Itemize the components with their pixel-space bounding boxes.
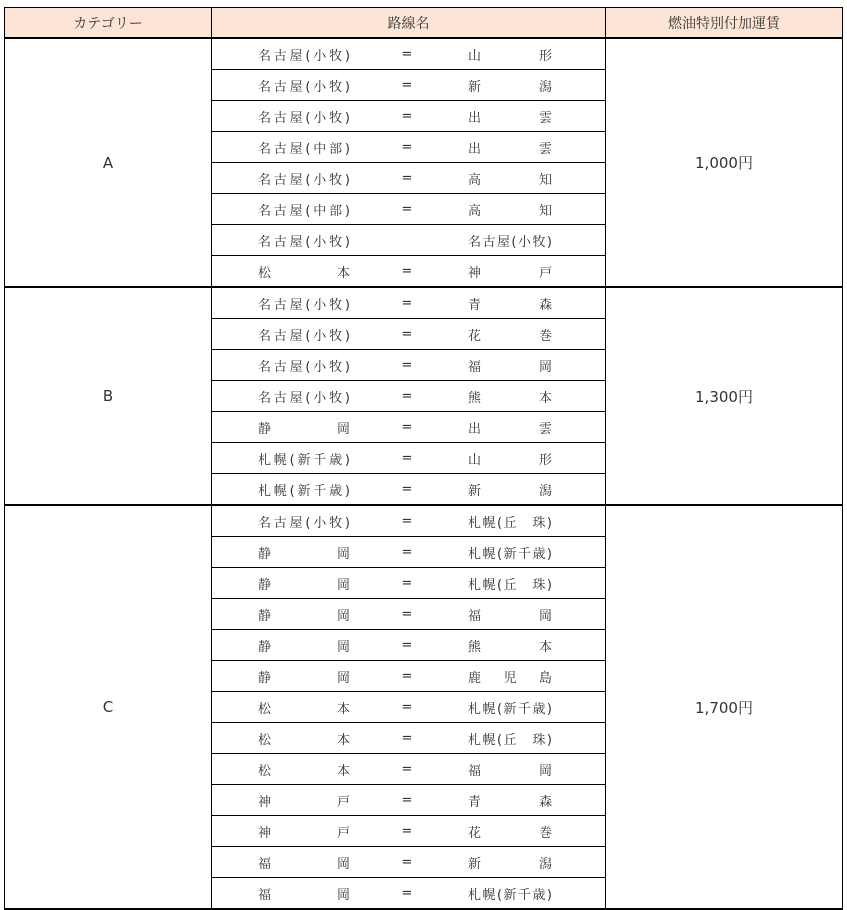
route-cell [212,474,606,506]
route-cell [212,443,606,474]
route-destination [452,262,552,281]
origin-label: 静 岡 [258,670,350,686]
route [212,599,605,629]
fuel-surcharge-table [4,7,843,910]
destination-label: 出 雲 [468,110,552,126]
origin-label: 福 岡 [258,856,350,872]
route-destination [452,822,552,841]
route-destination [452,356,552,375]
route-separator: = [401,170,413,186]
header-fare: 燃油特別付加運賃 [606,8,843,39]
route [212,443,605,473]
route-origin [212,169,362,188]
fare-cell: 1,300円 [606,287,843,505]
route-destination [452,729,552,748]
route-destination [452,667,552,686]
route-cell [212,256,606,288]
route [212,132,605,162]
destination-label: 山 形 [468,452,552,468]
route [212,412,605,442]
route-destination [452,791,552,810]
table-row [5,505,843,537]
route-origin [212,822,362,841]
origin-label: 静 岡 [258,421,350,437]
origin-label: 名古屋(小牧) [258,110,350,126]
route-destination [452,294,552,313]
route-separator: = [401,668,413,684]
route-cell [212,350,606,381]
route [212,163,605,193]
header-category: カテゴリー [5,8,212,39]
route-destination [452,480,552,499]
route-cell [212,132,606,163]
header-row [5,8,843,39]
route-separator: = [401,544,413,560]
route-separator: = [401,699,413,715]
destination-label: 青 森 [468,297,552,313]
route-cell [212,101,606,132]
route-origin [212,667,362,686]
origin-label: 静 岡 [258,608,350,624]
destination-label: 札幌(新千歳) [468,546,552,562]
route-cell [212,630,606,661]
route [212,39,605,69]
route [212,754,605,784]
route-cell [212,785,606,816]
destination-label: 花 巻 [468,328,552,344]
route-cell [212,412,606,443]
route-origin [212,200,362,219]
route-separator: = [401,481,413,497]
route-destination [452,138,552,157]
route-separator: = [401,419,413,435]
route-origin [212,387,362,406]
route [212,506,605,536]
route-cell [212,225,606,256]
route-separator: = [401,108,413,124]
route-origin [212,698,362,717]
destination-label: 山 形 [468,48,552,64]
route [212,878,605,908]
route-cell [212,816,606,847]
origin-label: 松 本 [258,701,350,717]
destination-label: 新 潟 [468,79,552,95]
origin-label: 福 岡 [258,887,350,903]
route-destination [452,449,552,468]
route-cell [212,692,606,723]
route-cell [212,847,606,878]
table-row [5,38,843,70]
route-origin [212,760,362,779]
route-origin [212,107,362,126]
route-origin [212,636,362,655]
route-cell [212,70,606,101]
route-separator: = [401,730,413,746]
route-origin [212,605,362,624]
route-separator: = [401,885,413,901]
destination-label: 熊 本 [468,390,552,406]
route-origin [212,262,362,281]
route-origin [212,231,362,250]
route-origin [212,325,362,344]
route-origin [212,138,362,157]
route-separator: = [401,854,413,870]
route-separator: = [401,513,413,529]
route-cell [212,754,606,785]
route-separator: = [401,792,413,808]
header-route: 路線名 [212,8,606,39]
route [212,785,605,815]
route-destination [452,325,552,344]
destination-label: 出 雲 [468,421,552,437]
route-origin [212,76,362,95]
route-destination [452,76,552,95]
group-b [5,287,843,505]
origin-label: 名古屋(小牧) [258,79,350,95]
route-cell [212,723,606,754]
route-destination [452,884,552,903]
route [212,692,605,722]
route [212,723,605,753]
route-origin [212,45,362,64]
route-destination [452,574,552,593]
route-origin [212,418,362,437]
origin-label: 神 戸 [258,794,350,810]
destination-label: 札幌(丘 珠) [468,577,552,593]
origin-label: 札幌(新千歳) [258,483,350,499]
route [212,630,605,660]
group-a [5,38,843,287]
route-destination [452,231,552,250]
origin-label: 名古屋(小牧) [258,297,350,313]
route-separator: = [401,201,413,217]
fare-cell: 1,000円 [606,38,843,287]
route-destination [452,605,552,624]
route [212,256,605,286]
origin-label: 札幌(新千歳) [258,452,350,468]
destination-label: 札幌(丘 珠) [468,732,552,748]
route-cell [212,194,606,225]
origin-label: 名古屋(中部) [258,203,350,219]
route-destination [452,387,552,406]
route-origin [212,729,362,748]
route-destination [452,543,552,562]
table-row [5,287,843,319]
destination-label: 新 潟 [468,483,552,499]
destination-label: 花 巻 [468,825,552,841]
route-destination [452,698,552,717]
route-separator: = [401,450,413,466]
origin-label: 松 本 [258,763,350,779]
route [212,194,605,224]
route [212,350,605,380]
destination-label: 鹿 児 島 [468,670,552,686]
route [212,70,605,100]
route [212,101,605,131]
route-cell [212,568,606,599]
route-separator: = [401,823,413,839]
route-origin [212,791,362,810]
route-cell [212,163,606,194]
route [212,537,605,567]
route-origin [212,294,362,313]
route-separator: = [401,357,413,373]
origin-label: 松 本 [258,732,350,748]
destination-label: 福 岡 [468,608,552,624]
route-separator: = [401,606,413,622]
route-destination [452,107,552,126]
destination-label: 神 戸 [468,265,552,281]
route-separator: = [401,295,413,311]
destination-label: 出 雲 [468,141,552,157]
route-cell [212,287,606,319]
route-destination [452,636,552,655]
route-separator: = [401,575,413,591]
route-cell [212,878,606,910]
destination-label: 札幌(丘 珠) [468,515,552,531]
origin-label: 松 本 [258,265,350,281]
origin-label: 名古屋(小牧) [258,359,350,375]
destination-label: 札幌(新千歳) [468,701,552,717]
origin-label: 静 岡 [258,577,350,593]
route [212,661,605,691]
route-cell [212,381,606,412]
destination-label: 熊 本 [468,639,552,655]
destination-label: 高 知 [468,172,552,188]
route [212,319,605,349]
destination-label: 青 森 [468,794,552,810]
route-cell [212,505,606,537]
route-origin [212,574,362,593]
category-cell: A [5,38,212,287]
route-cell [212,38,606,70]
route-cell [212,599,606,630]
route-destination [452,45,552,64]
origin-label: 名古屋(小牧) [258,390,350,406]
route-separator: = [401,263,413,279]
route-separator: = [401,46,413,62]
origin-label: 静 岡 [258,639,350,655]
destination-label: 札幌(新千歳) [468,887,552,903]
route [212,288,605,318]
destination-label: 新 潟 [468,856,552,872]
route [212,474,605,504]
route-origin [212,543,362,562]
origin-label: 名古屋(中部) [258,141,350,157]
route-separator: = [401,139,413,155]
category-cell: C [5,505,212,909]
fare-cell: 1,700円 [606,505,843,909]
route-destination [452,760,552,779]
route-separator: = [401,77,413,93]
route [212,816,605,846]
destination-label: 福 岡 [468,359,552,375]
route-cell [212,661,606,692]
group-c [5,505,843,909]
destination-label: 名古屋(小牧) [468,234,552,250]
route-cell [212,537,606,568]
route-separator: = [401,326,413,342]
route [212,568,605,598]
route-origin [212,853,362,872]
route-origin [212,512,362,531]
origin-label: 名古屋(小牧) [258,172,350,188]
route-destination [452,853,552,872]
route-origin [212,884,362,903]
route [212,225,605,255]
route [212,381,605,411]
destination-label: 福 岡 [468,763,552,779]
origin-label: 名古屋(小牧) [258,515,350,531]
route-origin [212,480,362,499]
route [212,847,605,877]
origin-label: 名古屋(小牧) [258,48,350,64]
route-separator: = [401,637,413,653]
route-destination [452,169,552,188]
route-destination [452,200,552,219]
origin-label: 神 戸 [258,825,350,841]
route-separator: = [401,388,413,404]
route-separator: = [401,761,413,777]
route-destination [452,418,552,437]
route-destination [452,512,552,531]
origin-label: 名古屋(小牧) [258,328,350,344]
route-origin [212,356,362,375]
destination-label: 高 知 [468,203,552,219]
category-cell: B [5,287,212,505]
route-cell [212,319,606,350]
route-origin [212,449,362,468]
origin-label: 静 岡 [258,546,350,562]
origin-label: 名古屋(小牧) [258,234,350,250]
